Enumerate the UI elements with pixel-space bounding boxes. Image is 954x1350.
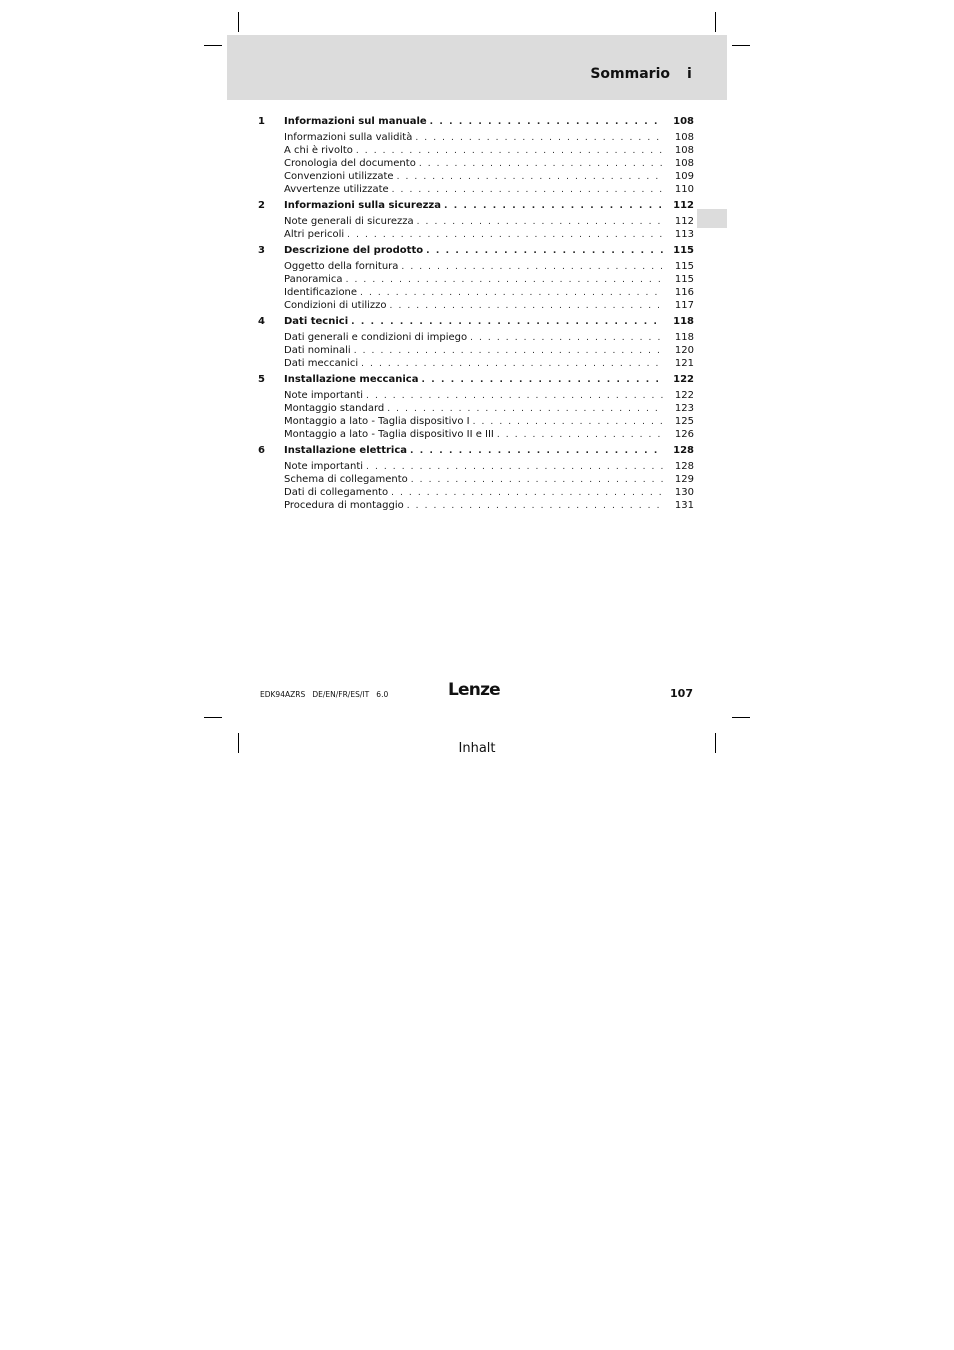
toc-entry[interactable] — [258, 131, 694, 144]
toc-entry[interactable] — [258, 389, 694, 402]
toc-entry[interactable] — [258, 183, 694, 196]
toc-entry[interactable] — [258, 286, 694, 299]
toc-title-wrap — [284, 286, 664, 300]
toc-leader-dots — [497, 429, 664, 442]
toc-entry-page: 123 — [674, 403, 694, 414]
toc-title-wrap — [284, 415, 664, 429]
toc-chapter — [258, 244, 694, 312]
toc-entry-title: Procedura di montaggio — [284, 500, 404, 511]
toc-chapter-title: Informazioni sul manuale — [284, 116, 427, 127]
toc-entry[interactable] — [258, 499, 694, 512]
toc-chapter-page: 128 — [673, 445, 694, 456]
toc-chapter-page: 122 — [673, 374, 694, 385]
toc-entry-title: Cronologia del documento — [284, 158, 416, 169]
toc-chapter-page: 108 — [673, 116, 694, 127]
table-of-contents — [258, 115, 694, 515]
toc-entry[interactable] — [258, 144, 694, 157]
toc-entry[interactable] — [258, 228, 694, 241]
toc-chapter-page: 118 — [673, 316, 694, 327]
toc-chapter — [258, 315, 694, 370]
toc-entry[interactable] — [258, 260, 694, 273]
side-tab-marker — [697, 209, 727, 228]
toc-title-wrap — [284, 244, 664, 258]
toc-entry-page: 112 — [674, 216, 694, 227]
toc-chapter-number: 2 — [258, 200, 265, 211]
toc-chapter-heading[interactable] — [258, 373, 694, 387]
toc-entry-title: Dati generali e condizioni di impiego — [284, 332, 468, 343]
caption: Inhalt — [458, 741, 496, 756]
toc-chapter-page: 115 — [673, 245, 694, 256]
toc-title-wrap — [284, 144, 664, 158]
crop-mark — [732, 45, 750, 46]
toc-entry-page: 117 — [674, 300, 694, 311]
toc-entry-page: 126 — [674, 429, 694, 440]
toc-entry[interactable] — [258, 486, 694, 499]
toc-entry-page: 129 — [674, 474, 694, 485]
toc-title-wrap — [284, 228, 664, 242]
toc-entry-page: 115 — [674, 274, 694, 285]
toc-leader-dots — [430, 116, 664, 129]
toc-entry-page: 115 — [674, 261, 694, 272]
toc-entry-title: Oggetto della fornitura — [284, 261, 399, 272]
toc-leader-dots — [444, 200, 664, 213]
toc-chapter-title: Installazione elettrica — [284, 445, 408, 456]
toc-title-wrap — [284, 199, 664, 213]
toc-chapter-title: Descrizione del prodotto — [284, 245, 424, 256]
toc-title-wrap — [284, 499, 664, 513]
toc-chapter-title: Dati tecnici — [284, 316, 349, 327]
toc-title-wrap — [284, 273, 664, 287]
document-id: EDK94AZRS DE/EN/FR/ES/IT 6.0 — [260, 690, 389, 699]
toc-title-wrap — [284, 131, 664, 145]
toc-chapter-heading[interactable] — [258, 244, 694, 258]
toc-entry-page: 121 — [674, 358, 694, 369]
page-title: Sommario — [590, 66, 670, 82]
toc-title-wrap — [284, 486, 664, 500]
toc-chapter — [258, 373, 694, 441]
toc-entry-title: Informazioni sulla validità — [284, 132, 413, 143]
toc-entry[interactable] — [258, 215, 694, 228]
toc-chapter-number: 4 — [258, 316, 265, 327]
toc-entry-page: 108 — [674, 158, 694, 169]
toc-title-wrap — [284, 428, 664, 442]
crop-mark — [238, 12, 239, 32]
toc-entry-title: A chi è rivolto — [284, 145, 353, 156]
toc-entry[interactable] — [258, 299, 694, 312]
toc-entry-title: Note importanti — [284, 461, 364, 472]
toc-chapter — [258, 115, 694, 196]
toc-leader-dots — [390, 300, 664, 313]
page-number: 107 — [670, 687, 693, 700]
toc-entry-title: Montaggio standard — [284, 403, 385, 414]
toc-title-wrap — [284, 344, 664, 358]
toc-entry-title: Note importanti — [284, 390, 364, 401]
toc-chapter — [258, 444, 694, 512]
toc-entry-title: Schema di collegamento — [284, 474, 408, 485]
crop-mark — [715, 12, 716, 32]
toc-title-wrap — [284, 260, 664, 274]
toc-entry[interactable] — [258, 344, 694, 357]
toc-entry[interactable] — [258, 402, 694, 415]
toc-entry-title: Identificazione — [284, 287, 358, 298]
toc-title-wrap — [284, 115, 664, 129]
toc-chapter-number: 6 — [258, 445, 265, 456]
toc-chapter-heading[interactable] — [258, 199, 694, 213]
toc-entry-title: Note generali di sicurezza — [284, 216, 414, 227]
toc-chapter-heading[interactable] — [258, 444, 694, 458]
toc-entry-title: Montaggio a lato - Taglia dispositivo I — [284, 416, 470, 427]
toc-entry-page: 128 — [674, 461, 694, 472]
toc-entry-page: 109 — [674, 171, 694, 182]
toc-leader-dots — [392, 184, 664, 197]
lenze-logo: Lenze — [448, 680, 500, 700]
crop-mark — [204, 45, 222, 46]
toc-title-wrap — [284, 460, 664, 474]
toc-entry[interactable] — [258, 357, 694, 370]
toc-entry-title: Dati di collegamento — [284, 487, 389, 498]
toc-entry[interactable] — [258, 415, 694, 428]
toc-leader-dots — [421, 374, 664, 387]
toc-title-wrap — [284, 215, 664, 229]
toc-chapter-number: 1 — [258, 116, 265, 127]
toc-chapter-title: Installazione meccanica — [284, 374, 419, 385]
toc-title-wrap — [284, 299, 664, 313]
toc-entry[interactable] — [258, 460, 694, 473]
toc-entry-page: 120 — [674, 345, 694, 356]
toc-entry-page: 113 — [674, 229, 694, 240]
toc-chapter-title: Informazioni sulla sicurezza — [284, 200, 441, 211]
toc-entry-page: 130 — [674, 487, 694, 498]
toc-title-wrap — [284, 183, 664, 197]
toc-chapter — [258, 199, 694, 241]
toc-leader-dots — [407, 500, 664, 513]
toc-chapter-page: 112 — [673, 200, 694, 211]
toc-entry-page: 131 — [674, 500, 694, 511]
toc-entry[interactable] — [258, 157, 694, 170]
toc-title-wrap — [284, 315, 664, 329]
toc-title-wrap — [284, 157, 664, 171]
toc-chapter-heading[interactable] — [258, 315, 694, 329]
toc-title-wrap — [284, 473, 664, 487]
toc-title-wrap — [284, 373, 664, 387]
toc-chapter-number: 5 — [258, 374, 265, 385]
toc-title-wrap — [284, 170, 664, 184]
toc-title-wrap — [284, 357, 664, 371]
section-letter: i — [687, 66, 692, 82]
toc-leader-dots — [426, 245, 664, 258]
crop-mark — [732, 717, 750, 718]
toc-entry[interactable] — [258, 331, 694, 344]
crop-mark — [204, 717, 222, 718]
toc-chapter-number: 3 — [258, 245, 265, 256]
toc-entry-page: 108 — [674, 132, 694, 143]
toc-title-wrap — [284, 389, 664, 403]
toc-entry-title: Convenzioni utilizzate — [284, 171, 394, 182]
toc-leader-dots — [361, 358, 664, 371]
toc-entry-title: Montaggio a lato - Taglia dispositivo II e III — [284, 429, 494, 440]
toc-entry[interactable] — [258, 273, 694, 286]
toc-leader-dots — [410, 445, 664, 458]
toc-entry-title: Avvertenze utilizzate — [284, 184, 389, 195]
toc-entry[interactable] — [258, 473, 694, 486]
toc-entry-title: Condizioni di utilizzo — [284, 300, 387, 311]
toc-entry-title: Panoramica — [284, 274, 343, 285]
toc-title-wrap — [284, 444, 664, 458]
toc-entry-title: Altri pericoli — [284, 229, 345, 240]
toc-entry[interactable] — [258, 428, 694, 441]
toc-title-wrap — [284, 402, 664, 416]
toc-entry-title: Dati nominali — [284, 345, 351, 356]
toc-entry[interactable] — [258, 170, 694, 183]
toc-entry-title: Dati meccanici — [284, 358, 359, 369]
toc-entry-page: 116 — [674, 287, 694, 298]
toc-entry-page: 110 — [674, 184, 694, 195]
toc-entry-page: 125 — [674, 416, 694, 427]
toc-entry-page: 122 — [674, 390, 694, 401]
toc-chapter-heading[interactable] — [258, 115, 694, 129]
toc-entry-page: 108 — [674, 145, 694, 156]
toc-leader-dots — [347, 229, 664, 242]
toc-entry-page: 118 — [674, 332, 694, 343]
toc-title-wrap — [284, 331, 664, 345]
toc-leader-dots — [351, 316, 664, 329]
